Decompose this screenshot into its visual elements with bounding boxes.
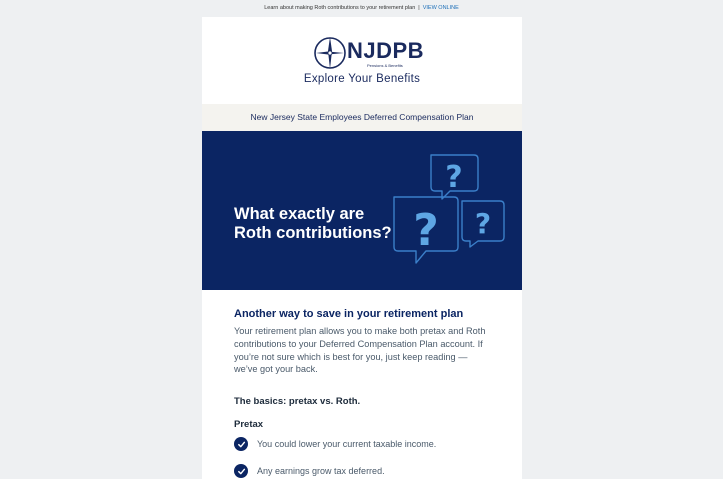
article-body: [202, 290, 522, 478]
logo-tagline: Explore Your Benefits: [303, 73, 421, 85]
list-item: [234, 437, 490, 451]
basics-heading: The basics: pretax vs. Roth.: [234, 396, 361, 408]
preheader-separator: |: [418, 5, 420, 11]
compass-logo-icon: [312, 35, 348, 71]
section-heading: Another way to save in your retirement plan: [234, 308, 464, 320]
pretax-heading: Pretax: [234, 419, 264, 431]
logo-subtitle: Pensions & Benefits: [367, 63, 403, 68]
list-item: [234, 464, 490, 478]
preheader-text: Learn about making Roth contributions to your retirement plan: [264, 5, 416, 11]
svg-text:?: ?: [413, 205, 439, 256]
preheader: [0, 0, 723, 17]
svg-text:?: ?: [445, 160, 463, 195]
logo-wordmark: NJDPB: [347, 38, 425, 63]
list-item-text: You could lower your current taxable income.: [257, 439, 437, 450]
email-container: [202, 17, 522, 479]
checkmark-icon: [234, 437, 248, 451]
plan-band: [202, 104, 522, 131]
list-item-text: Any earnings grow tax deferred.: [257, 466, 385, 477]
checkmark-icon: [234, 464, 248, 478]
intro-paragraph: Your retirement plan allows you to make both pretax and Roth contributions to your Deferred Compensation Plan account. If you’re not sure which is best for you, just keep reading — we’ve got your back.: [234, 326, 486, 375]
svg-text:?: ?: [474, 207, 492, 240]
plan-title: New Jersey State Employees Deferred Compensation Plan: [250, 112, 474, 122]
hero-title: What exactly are Roth contributions?: [234, 205, 392, 242]
hero-banner: [202, 131, 522, 290]
view-online-link[interactable]: VIEW ONLINE: [422, 5, 459, 11]
speech-bubbles-question-icon: [386, 151, 506, 271]
logo-area: [202, 17, 522, 104]
